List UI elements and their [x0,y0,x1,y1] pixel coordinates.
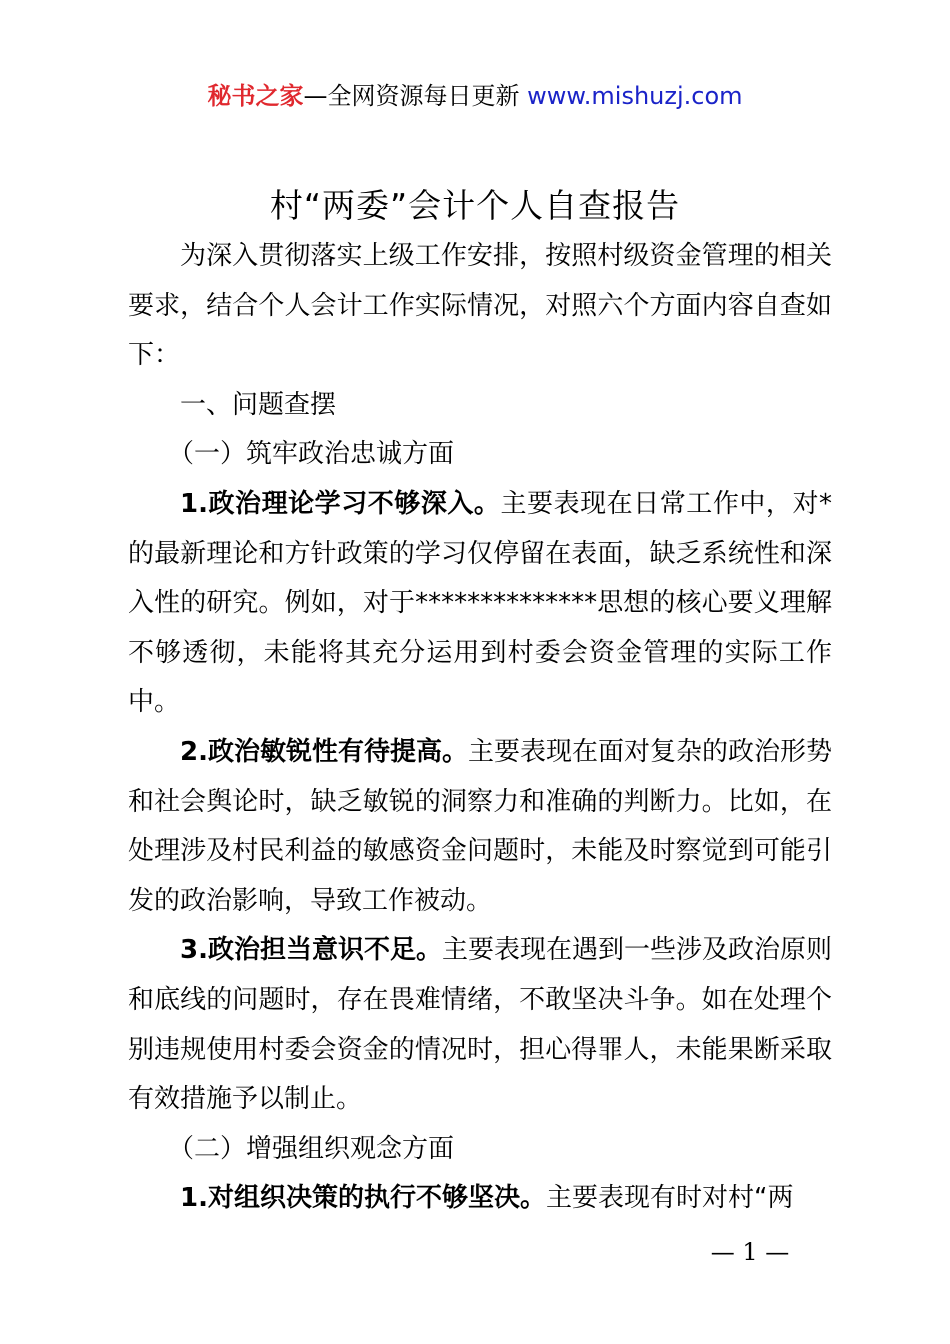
item-heading: 1.对组织决策的执行不够坚决。 [180,1183,546,1214]
subsection-heading: （二）增强组织观念方面 [168,1133,455,1164]
document-title: 村“两委”会计个人自查报告 [269,186,681,225]
item-text: 主要表现在遇到一些涉及政治原则和底线的问题时，存在畏难情绪，不敢坚决斗争。如在处理个别违规使用村委会资金的情况时，担心得罪人，未能果断采取有效措施予以制止。 [128,935,832,1115]
item-text: 主要表现在面对复杂的政治形势和社会舆论时，缺乏敏锐的洞察力和准确的判断力。比如，在处理涉及村民利益的敏感资金问题时，未能及时察觉到可能引发的政治影响，导致工作被动。 [128,736,832,916]
item-paragraph [128,926,832,1124]
header-slogan: —全网资源每日更新 [303,82,528,110]
item-paragraph [128,480,832,728]
item-heading: 1.政治理论学习不够深入。 [180,488,501,519]
site-header [0,80,950,112]
item-paragraph [128,728,832,926]
intro-paragraph: 为深入贯彻落实上级工作安排，按照村级资金管理的相关要求，结合个人会计工作实际情况，对照六个方面内容自查如下： [128,241,832,371]
item-heading: 3.政治担当意识不足。 [180,935,442,966]
page-number: — 1 — [710,1238,790,1266]
item-heading: 2.政治敏锐性有待提高。 [180,736,468,767]
section-heading: 一、问题查摆 [180,389,337,420]
brand-name: 秘书之家 [207,82,304,110]
subsection-heading: （一）筑牢政治忠诚方面 [168,439,455,470]
item-text: 主要表现有时对村“两 [545,1183,794,1214]
item-text: 主要表现在日常工作中，对*的最新理论和方针政策的学习仅停留在表面，缺乏系统性和深入性的研究。例如，对于**************思想的核心要义理解不够透彻，未能将其充分运用到村委会资金管理的实际工作中。 [128,488,832,718]
document-body [128,232,832,1224]
site-url-link[interactable]: www.mishuzj.com [527,82,743,110]
item-paragraph [128,1174,832,1224]
